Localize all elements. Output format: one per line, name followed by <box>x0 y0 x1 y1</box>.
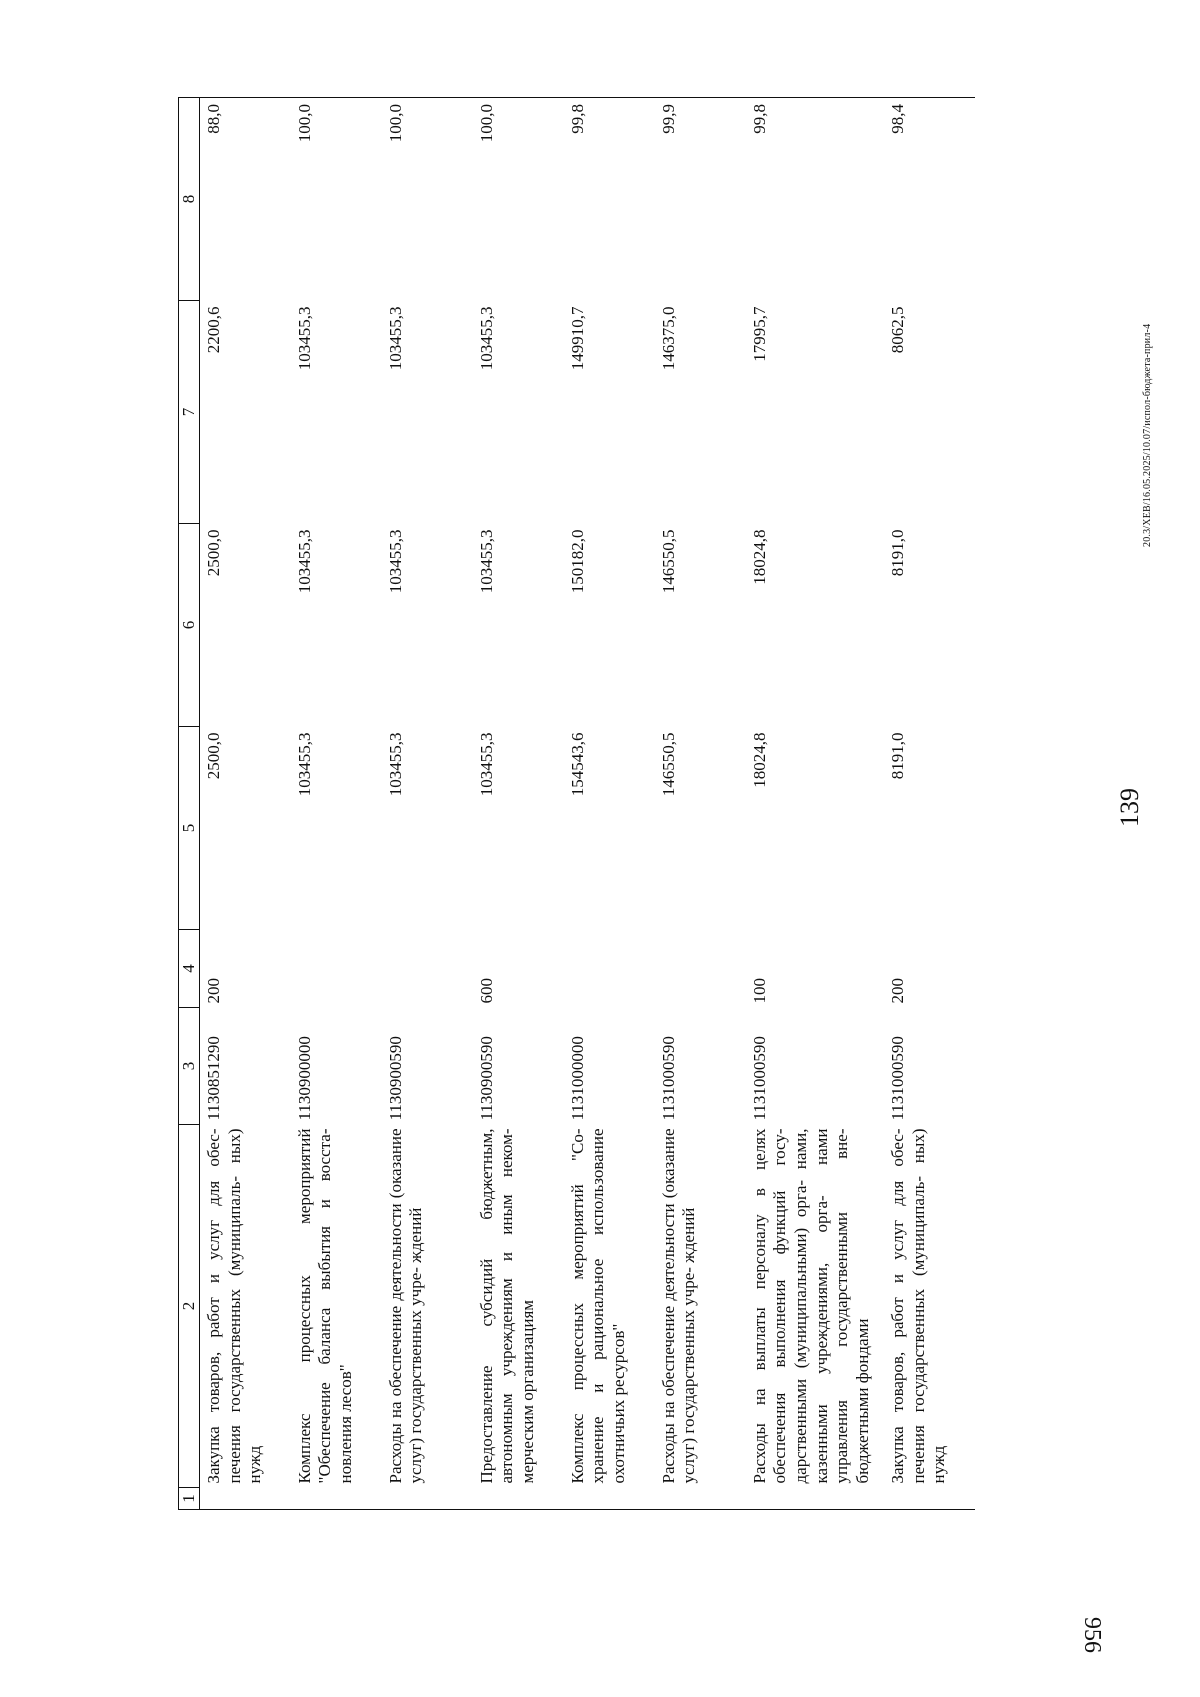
table-body <box>200 98 975 1510</box>
name-cell: Расходы на обеспечение деятельности (оказание услуг) государственных учре- ждений <box>658 1128 699 1484</box>
code-cell: 1131000590 <box>749 1036 769 1121</box>
percent-cell: 100,0 <box>473 98 564 301</box>
column-header: 8 <box>179 98 200 301</box>
value-cell: 150182,0 <box>567 529 587 594</box>
row-number-cell <box>884 1488 975 1510</box>
table-row <box>382 98 473 1510</box>
expense-type-cell <box>655 930 746 1008</box>
expense-type-cell: 200 <box>204 978 223 1004</box>
expense-type-cell: 100 <box>749 978 769 1004</box>
column-header: 7 <box>179 301 200 524</box>
budget-table <box>178 97 975 1510</box>
value-cell: 103455,3 <box>385 732 405 797</box>
code-cell: 1130900590 <box>476 1036 496 1121</box>
name-cell: Предоставление субсидий бюджетным, автономным учреждениям и иным неком- мерческим организациям <box>476 1128 537 1484</box>
value-cell: 17995,7 <box>749 306 769 362</box>
code-cell: 1131000000 <box>567 1036 587 1121</box>
value-cell: 103455,3 <box>294 732 314 797</box>
column-header: 2 <box>179 1125 200 1488</box>
percent-cell: 99,8 <box>746 98 884 301</box>
value-cell: 103455,3 <box>294 529 314 594</box>
footer-page-number: 956 <box>1079 1617 1105 1653</box>
row-number-cell <box>746 1488 884 1510</box>
value-cell: 149910,7 <box>567 306 587 371</box>
header-row <box>179 98 200 1510</box>
code-cell: 1131000590 <box>658 1036 678 1121</box>
row-number-cell <box>564 1488 655 1510</box>
name-cell: Комплекс процессных мероприятий "Со- хранение и рациональное использование охотничьих ресурсов" <box>567 1128 628 1484</box>
value-cell: 103455,3 <box>476 306 496 371</box>
value-cell: 2200,6 <box>204 306 223 354</box>
percent-cell: 98,4 <box>884 98 975 301</box>
expense-type-cell <box>564 930 655 1008</box>
percent-cell: 88,0 <box>200 98 291 301</box>
column-header: 1 <box>179 1488 200 1510</box>
expense-type-cell <box>382 930 473 1008</box>
code-cell: 1131000590 <box>887 1036 907 1121</box>
value-cell: 103455,3 <box>476 732 496 797</box>
percent-cell: 100,0 <box>291 98 382 301</box>
value-cell: 8062,5 <box>887 306 907 354</box>
column-header: 3 <box>179 1008 200 1125</box>
name-cell: Расходы на обеспечение деятельности (оказание услуг) государственных учре- ждений <box>385 1128 426 1484</box>
value-cell: 103455,3 <box>385 529 405 594</box>
table-row <box>473 98 564 1510</box>
expense-type-cell: 200 <box>887 978 907 1004</box>
table-row <box>291 98 382 1510</box>
column-header: 4 <box>179 930 200 1008</box>
name-cell: Расходы на выплаты персоналу в целях обеспечения выполнения функций госу- дарственными (муниципальными) орга- нами, казенными учреждениями, орга- нами управления государственными вне- бюджетными фондами <box>749 1128 873 1484</box>
table-row <box>655 98 746 1510</box>
value-cell: 146550,5 <box>658 529 678 594</box>
value-cell: 18024,8 <box>749 732 769 788</box>
name-cell: Комплекс процессных мероприятий "Обеспечение баланса выбытия и восста- новления лесов" <box>294 1128 355 1484</box>
expense-type-cell <box>291 930 382 1008</box>
row-number-cell <box>200 1488 291 1510</box>
name-cell: Закупка товаров, работ и услуг для обес- печения государственных (муниципаль- ных) нужд <box>204 1128 265 1484</box>
row-number-cell <box>655 1488 746 1510</box>
expense-type-cell: 600 <box>476 978 496 1004</box>
code-cell: 1130851290 <box>204 1036 223 1121</box>
document-stamp: 20.3/XEB/16.05.2025/10.07/испол-бюджета-прил-4 <box>1142 323 1153 547</box>
table-header <box>179 98 200 1510</box>
value-cell: 18024,8 <box>749 529 769 585</box>
table-row <box>884 98 975 1510</box>
row-number-cell <box>382 1488 473 1510</box>
value-cell: 146375,0 <box>658 306 678 371</box>
percent-cell: 99,9 <box>655 98 746 301</box>
column-header: 5 <box>179 727 200 930</box>
value-cell: 8191,0 <box>887 732 907 780</box>
value-cell: 103455,3 <box>294 306 314 371</box>
name-cell: Закупка товаров, работ и услуг для обес- печения государственных (муниципаль- ных) нужд <box>887 1128 949 1484</box>
value-cell: 2500,0 <box>204 529 223 577</box>
row-number-cell <box>473 1488 564 1510</box>
value-cell: 103455,3 <box>385 306 405 371</box>
value-cell: 103455,3 <box>476 529 496 594</box>
percent-cell: 99,8 <box>564 98 655 301</box>
table-row <box>200 98 291 1510</box>
value-cell: 154543,6 <box>567 732 587 797</box>
value-cell: 2500,0 <box>204 732 223 780</box>
value-cell: 8191,0 <box>887 529 907 577</box>
row-number-cell <box>291 1488 382 1510</box>
code-cell: 1130900590 <box>385 1036 405 1121</box>
table-row <box>746 98 884 1510</box>
page-number: 139 <box>1115 788 1144 827</box>
table-row <box>564 98 655 1510</box>
percent-cell: 100,0 <box>382 98 473 301</box>
code-cell: 1130900000 <box>294 1036 314 1121</box>
column-header: 6 <box>179 524 200 727</box>
value-cell: 146550,5 <box>658 732 678 797</box>
